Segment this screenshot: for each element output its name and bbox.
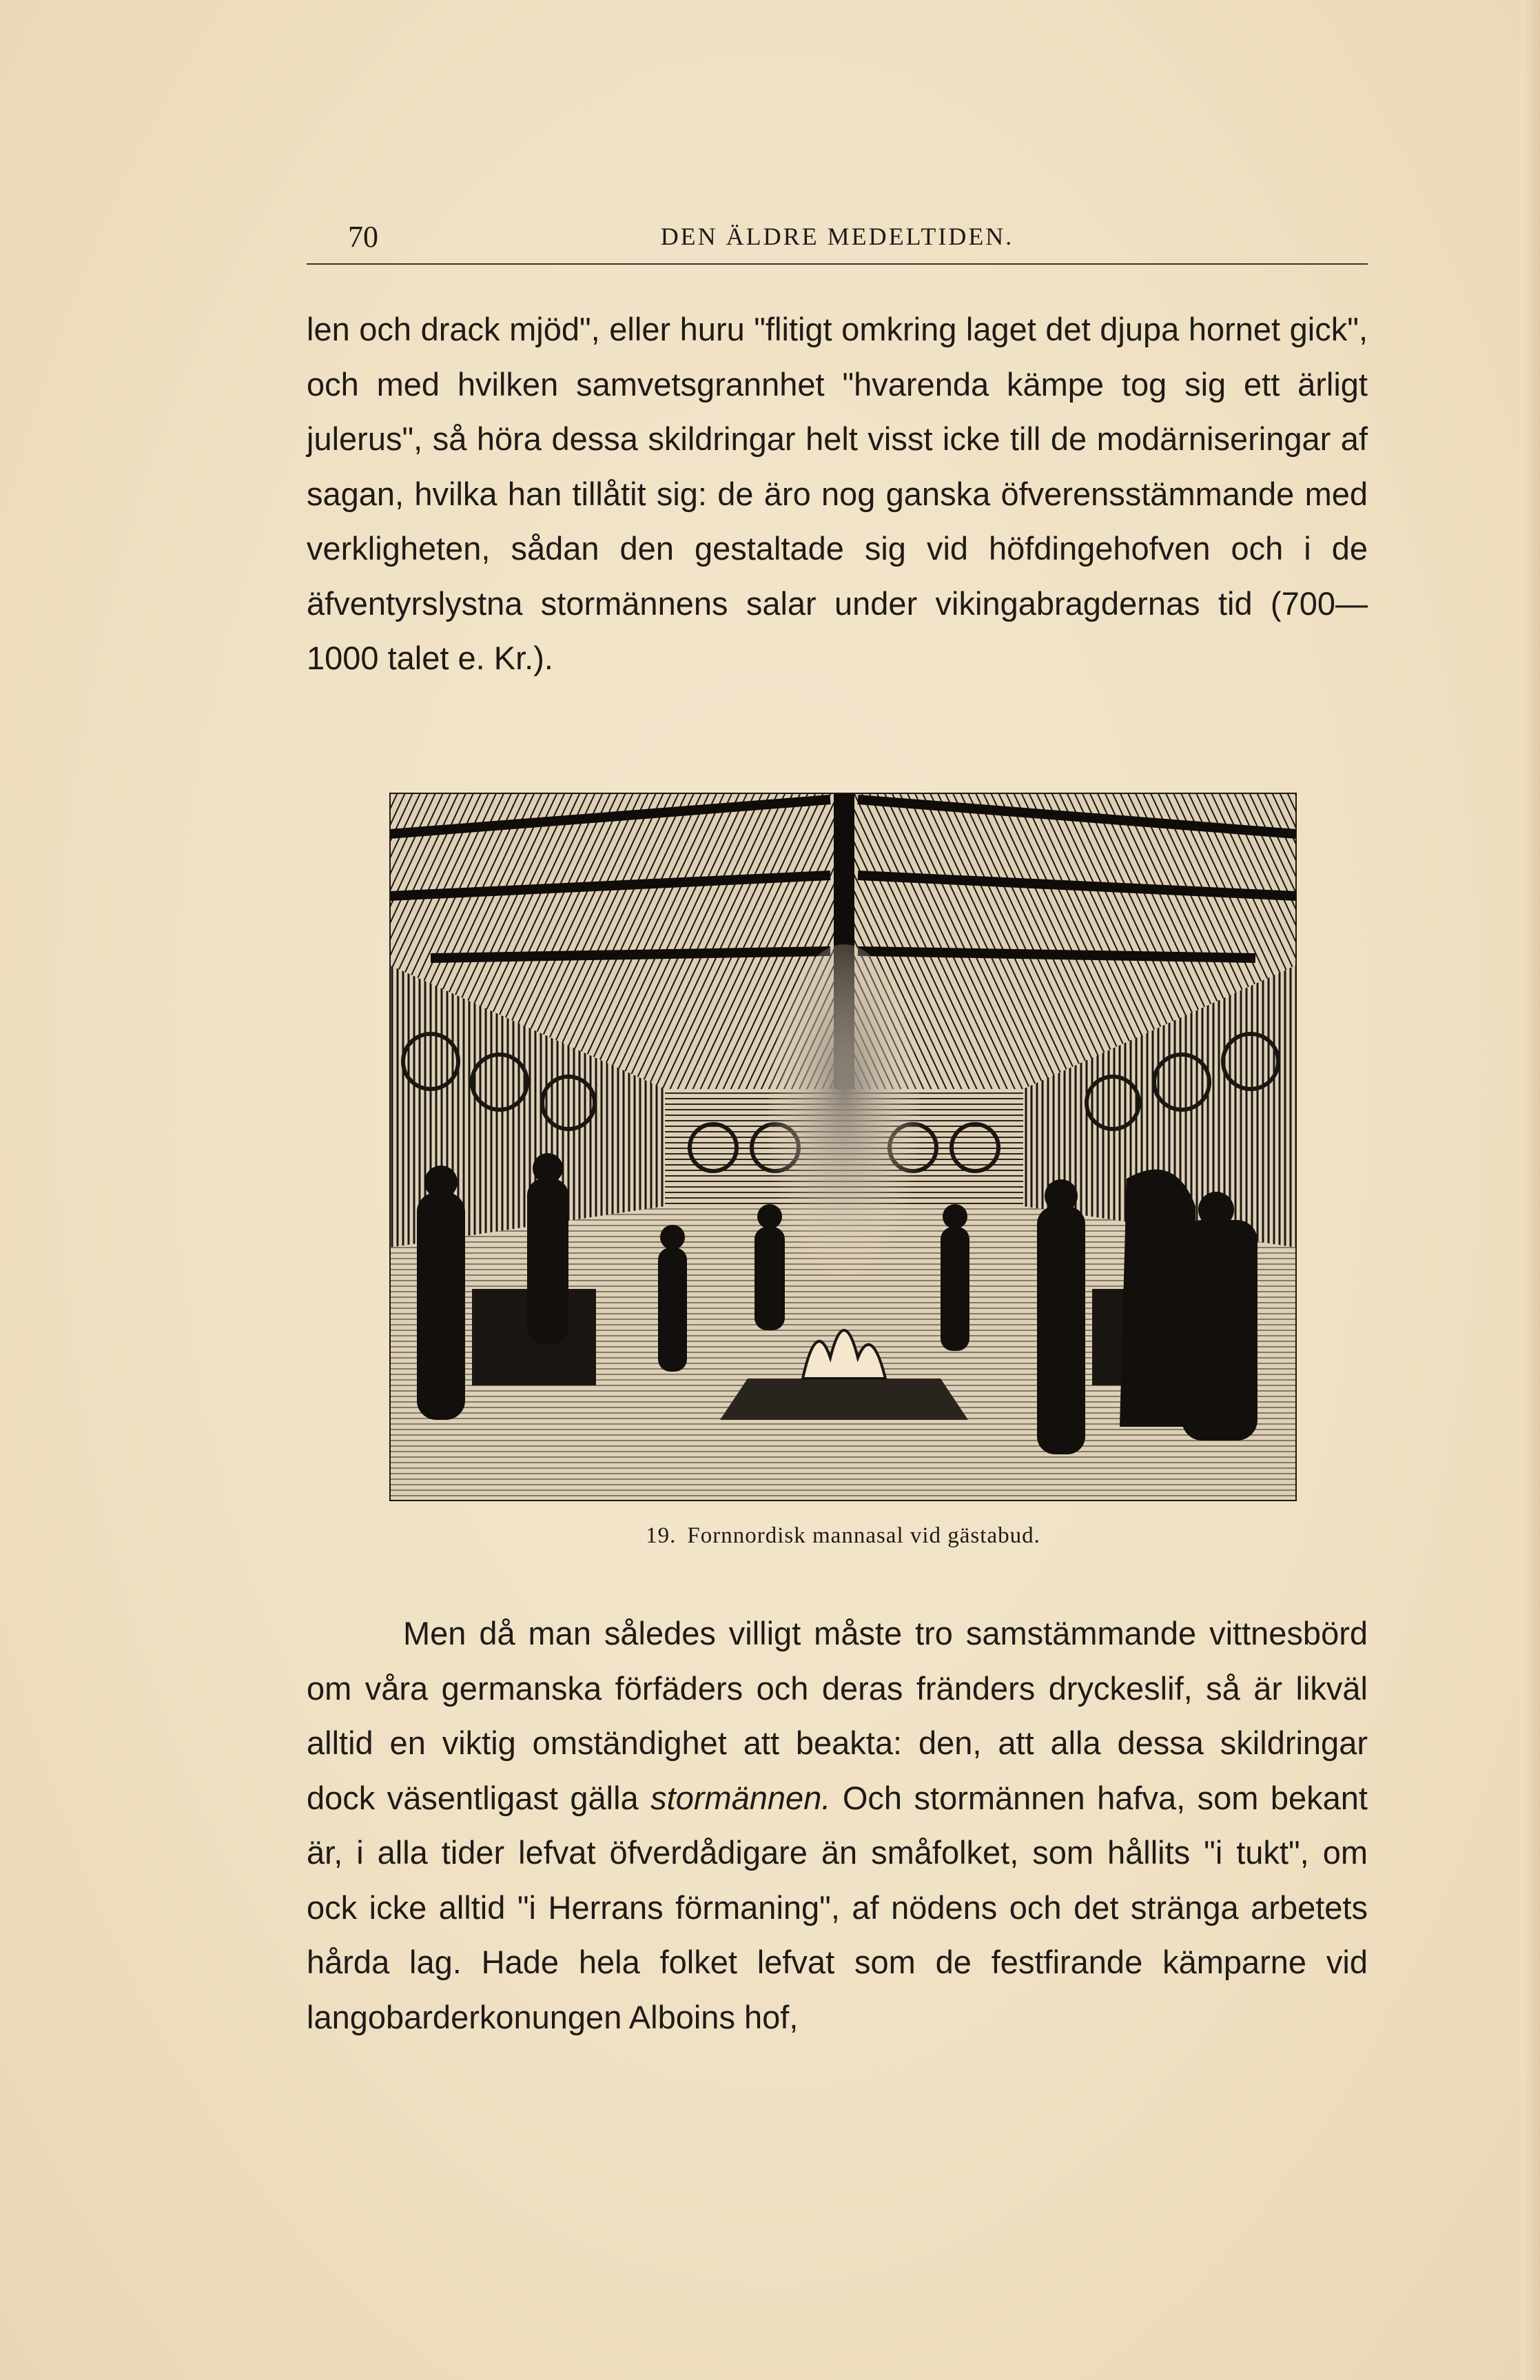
- page-header: [307, 219, 1368, 265]
- body-text-top: [307, 302, 1368, 686]
- hall-engraving: [389, 793, 1297, 1501]
- paragraph-bottom-part1: Men då man således villigt måste tro samstämmande vittnesbörd om våra germanska förfäders och deras fränders dryckeslif, så är likväl alltid en viktig omständighet att beakta: den, att alla dessa skildringar dock väsentligast gälla: [307, 1615, 1368, 1816]
- paragraph-bottom-part2: Och stormännen hafva, som bekant är, i alla tider lefvat öfverdådigare än småfolket, som hållits "i tukt", om ock icke alltid "i Herrans förmaning", af nödens och det stränga arbetets hårda lag. Hade hela folket lefvat som de festfirande kämparne vid langobarderkonungen Alboins hof,: [307, 1779, 1368, 2035]
- figure-caption: [389, 1523, 1297, 1549]
- hearth: [720, 1379, 968, 1420]
- illustration-hall: [389, 793, 1297, 1501]
- smoke: [768, 944, 920, 1303]
- paragraph-bottom: [307, 1606, 1368, 2044]
- body-text-bottom: [307, 1606, 1368, 2044]
- figure-caption-text: Fornnordisk mannasal vid gästabud.: [687, 1523, 1040, 1548]
- page-number: 70: [348, 220, 378, 254]
- paragraph-top: len och drack mjöd", eller huru "flitigt omkring laget det djupa hornet gick", och med hvilken samvetsgrannhet "hvarenda kämpe tog sig ett ärligt julerus", så höra dessa skildringar helt visst icke till de modärniseringar af sagan, hvilka han tillåtit sig: de äro nog ganska öfverensstämmande med verkligheten, sådan den gestaltade sig vid höfdingehofven och i de äfventyrslystna stormännens salar under vikingabragdernas tid (700—1000 talet e. Kr.).: [307, 311, 1368, 676]
- running-head: DEN ÄLDRE MEDELTIDEN.: [660, 223, 1014, 250]
- page-edge: [1521, 0, 1540, 2380]
- italic-stormannen: stormännen.: [650, 1779, 831, 1816]
- figure-number: 19.: [646, 1523, 677, 1548]
